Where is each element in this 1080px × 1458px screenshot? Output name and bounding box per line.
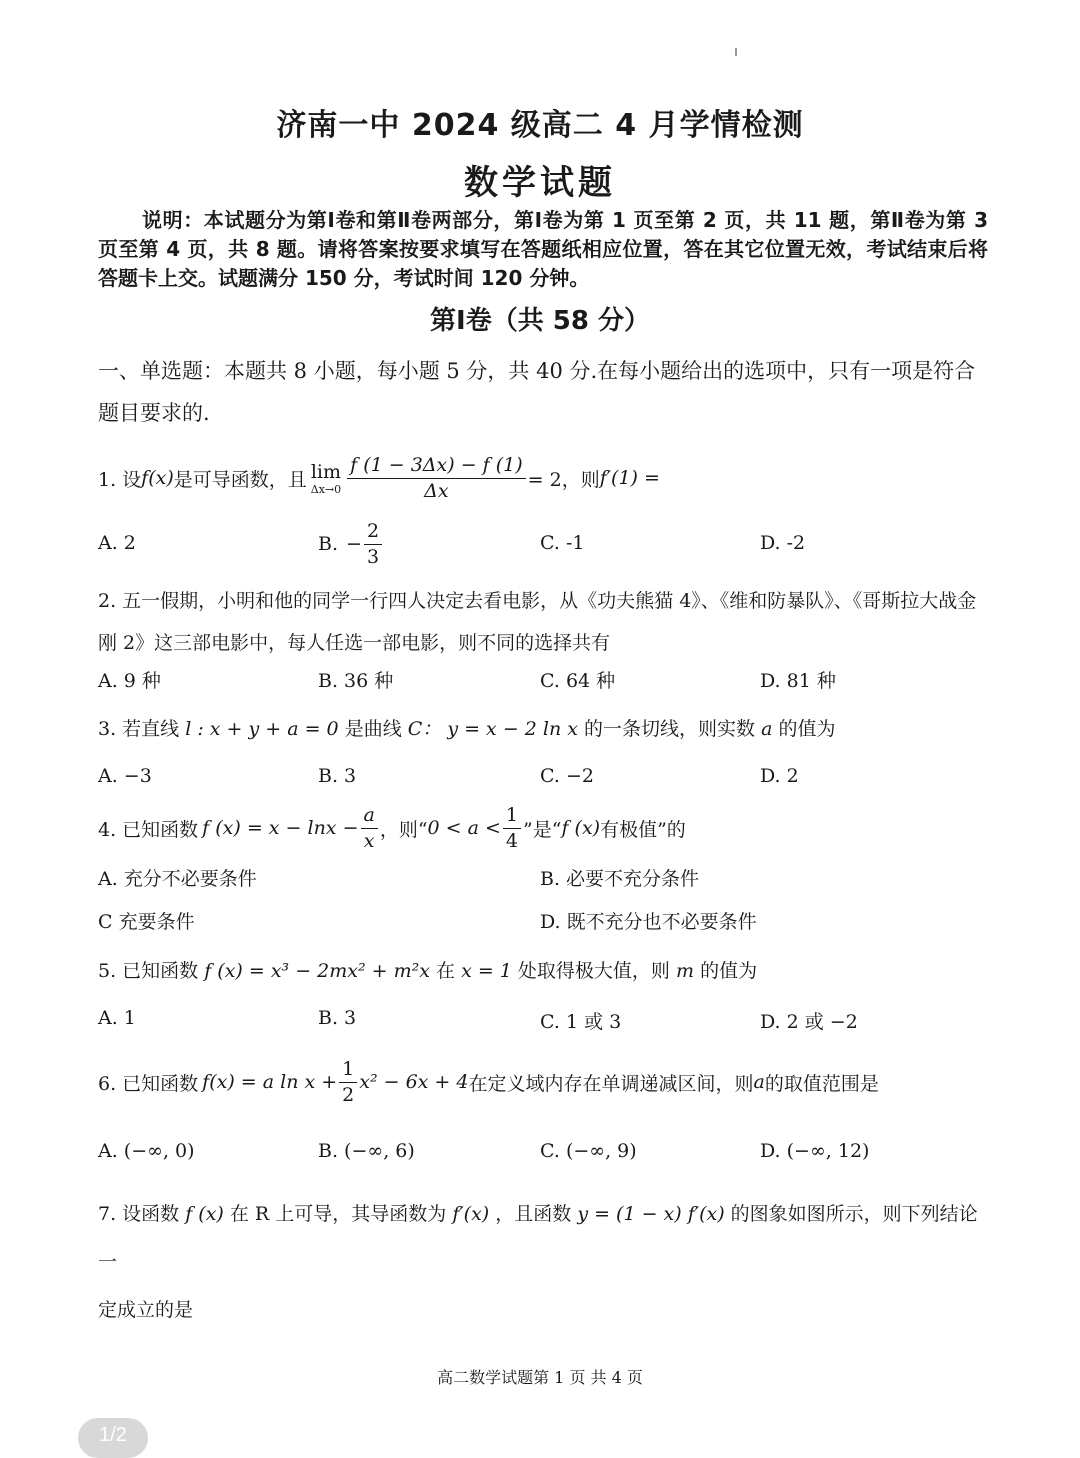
q2-option-a: A. 9 种: [98, 670, 161, 692]
question-4: 4. 已知函数 f (x) = x − lnx − $\frac{a}{x}$ ，则“ 0 < a < $\frac{1}{4}$ ”是“ f (x) 有极值”的: [98, 803, 686, 852]
q1-option-d: D. -2: [760, 532, 806, 554]
question-1: 1. 设 f(x) 是可导函数，且 lim Δx→0 $\frac{f (1 - 3\Delta x) - f (1)}{\Delta x}$ = 2，则 f′(1) =: [98, 453, 660, 502]
page-footer: 高二数学试题第 1 页 共 4 页: [437, 1368, 643, 1387]
question-7: 7. 设函数 f (x) 在 R 上可导，其导函数为 f′(x) ，且函数 y = (1 − x) f′(x) 的图象如图所示，则下列结论一 定成立的是: [98, 1203, 978, 1321]
q1-option-a: A. 2: [98, 532, 136, 554]
q6-option-a: A. (−∞, 0): [98, 1140, 195, 1162]
q1-option-c: C. -1: [540, 532, 585, 554]
question-2: 2. 五一假期，小明和他的同学一行四人决定去看电影，从《功夫熊猫 4》、《维和防暴队》、《哥斯拉大战金 刚 2》这三部电影中，每人任选一部电影，则不同的选择共有: [98, 590, 977, 654]
part-title: 第Ⅰ卷（共 58 分）: [430, 306, 650, 336]
q3-option-a: A. −3: [98, 765, 152, 787]
q1-fraction: $\frac{f (1 - 3\Delta x) - f (1)}{\Delta x}$: [347, 454, 526, 503]
q5-option-c: C. 1 或 3: [540, 1011, 622, 1033]
q2-option-b: B. 36 种: [318, 670, 394, 692]
q4-option-d: D. 既不充分也不必要条件: [540, 911, 757, 933]
q1-option-b: B. − $\frac{2}{3}$: [318, 520, 384, 569]
exam-description: 说明：本试题分为第Ⅰ卷和第Ⅱ卷两部分，第Ⅰ卷为第 1 页至第 2 页，共 11 题，第Ⅱ卷为第 3 页至第 4 页，共 8 题。请将答案按要求填写在答题纸相应位置，答在其它位置无效，考试结束后将答题卡上交。试题满分 150 分，考试时间 120 分钟。: [98, 208, 988, 290]
q6-option-b: B. (−∞, 6): [318, 1140, 415, 1162]
q6-option-d: D. (−∞, 12): [760, 1140, 870, 1162]
scan-mark: [735, 48, 737, 56]
q6-option-c: C. (−∞, 9): [540, 1140, 637, 1162]
q5-option-a: A. 1: [98, 1007, 136, 1029]
q5-option-b: B. 3: [318, 1007, 357, 1029]
question-6: 6. 已知函数 f(x) = a ln x + $\frac{1}{2}$ x² − 6x + 4 在定义域内存在单调递减区间，则 a 的取值范围是: [98, 1057, 879, 1106]
q3-option-b: B. 3: [318, 765, 357, 787]
exam-title: 济南一中 2024 级高二 4 月学情检测: [276, 108, 804, 143]
q2-option-d: D. 81 种: [760, 670, 836, 692]
section-heading-line2: 题目要求的.: [98, 401, 210, 425]
question-3: 3. 若直线 l : x + y + a = 0 是曲线 C： y = x − 2 ln x 的一条切线，则实数 a 的值为: [98, 718, 836, 740]
page-indicator: 1/2: [78, 1418, 148, 1458]
section-heading: [98, 350, 988, 434]
q4-option-c: C 充要条件: [98, 911, 195, 933]
q1-limit: lim Δx→0: [310, 460, 342, 496]
q4-option-b: B. 必要不充分条件: [540, 868, 700, 890]
q5-option-d: D. 2 或 −2: [760, 1011, 858, 1033]
q1-fx: f(x): [141, 467, 174, 489]
q3-option-c: C. −2: [540, 765, 594, 787]
q4-option-a: A. 充分不必要条件: [98, 868, 257, 890]
q2-option-c: C. 64 种: [540, 670, 616, 692]
question-5: 5. 已知函数 f (x) = x³ − 2mx² + m²x 在 x = 1 处取得极大值，则 m 的值为: [98, 960, 758, 982]
q3-option-d: D. 2: [760, 765, 799, 787]
exam-subtitle: 数学试题: [464, 163, 616, 203]
section-heading-line1: 一、单选题：本题共 8 小题，每小题 5 分，共 40 分.在每小题给出的选项中，只有一项是符合: [98, 359, 976, 383]
